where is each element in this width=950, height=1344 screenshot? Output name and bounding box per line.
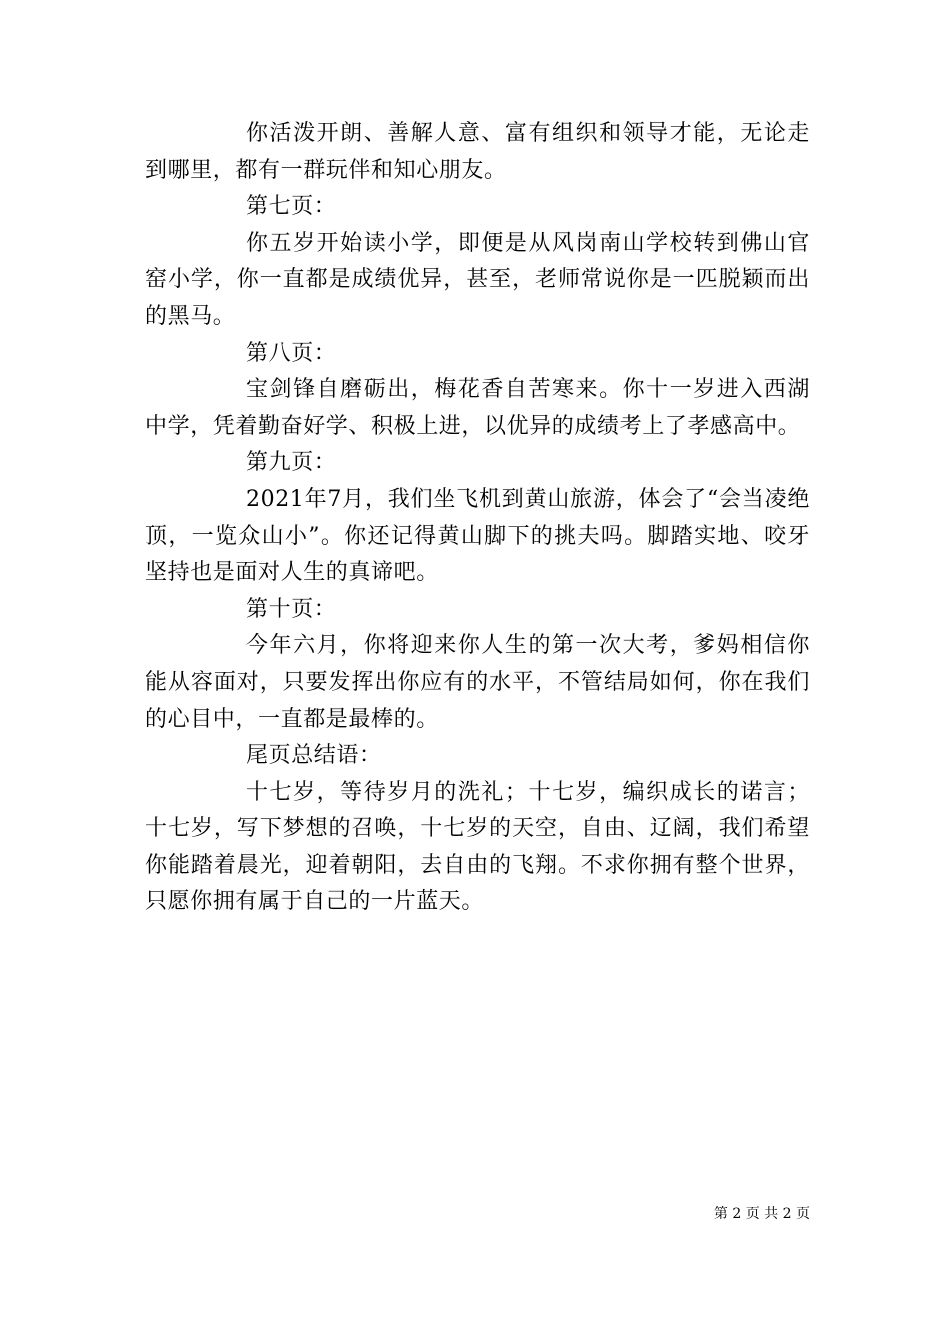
section-heading-page-8: 第八页： — [246, 340, 337, 366]
document-body — [145, 116, 810, 921]
paragraph-page-9: 2021年7月，我们坐飞机到黄山旅游，体会了“会当凌绝顶，一览众山小”。你还记得黄山脚下的挑夫吗。脚踏实地、咬牙坚持也是面对人生的真谛吧。 — [145, 486, 810, 586]
section-heading-page-7: 第七页： — [246, 194, 337, 220]
paragraph-1: 你活泼开朗、善解人意、富有组织和领导才能，无论走到哪里，都有一群玩伴和知心朋友。 — [145, 121, 810, 183]
section-heading-page-9: 第九页： — [246, 450, 337, 476]
paragraph-page-7: 你五岁开始读小学，即便是从风岗南山学校转到佛山官窑小学，你一直都是成绩优异，甚至，老师常说你是一匹脱颖而出的黑马。 — [145, 230, 810, 329]
page-number-footer: 第 2 页 共 2 页 — [713, 1206, 810, 1222]
paragraph-page-10: 今年六月，你将迎来你人生的第一次大考，爹妈相信你能从容面对，只要发挥出你应有的水平，不管结局如何，你在我们的心目中，一直都是最棒的。 — [145, 633, 810, 732]
paragraph-page-8: 宝剑锋自磨砺出，梅花香自苦寒来。你十一岁进入西湖中学，凭着勤奋好学、积极上进，以优异的成绩考上了孝感高中。 — [145, 377, 810, 439]
section-heading-page-10: 第十页： — [246, 596, 337, 622]
section-heading-summary: 尾页总结语： — [246, 743, 382, 769]
paragraph-summary: 十七岁，等待岁月的洗礼；十七岁，编织成长的诺言；十七岁，写下梦想的召唤，十七岁的天空，自由、辽阔，我们希望你能踏着晨光，迎着朝阳，去自由的飞翔。不求你拥有整个世界，只愿你拥有属于自己的一片蓝天。 — [145, 779, 810, 915]
